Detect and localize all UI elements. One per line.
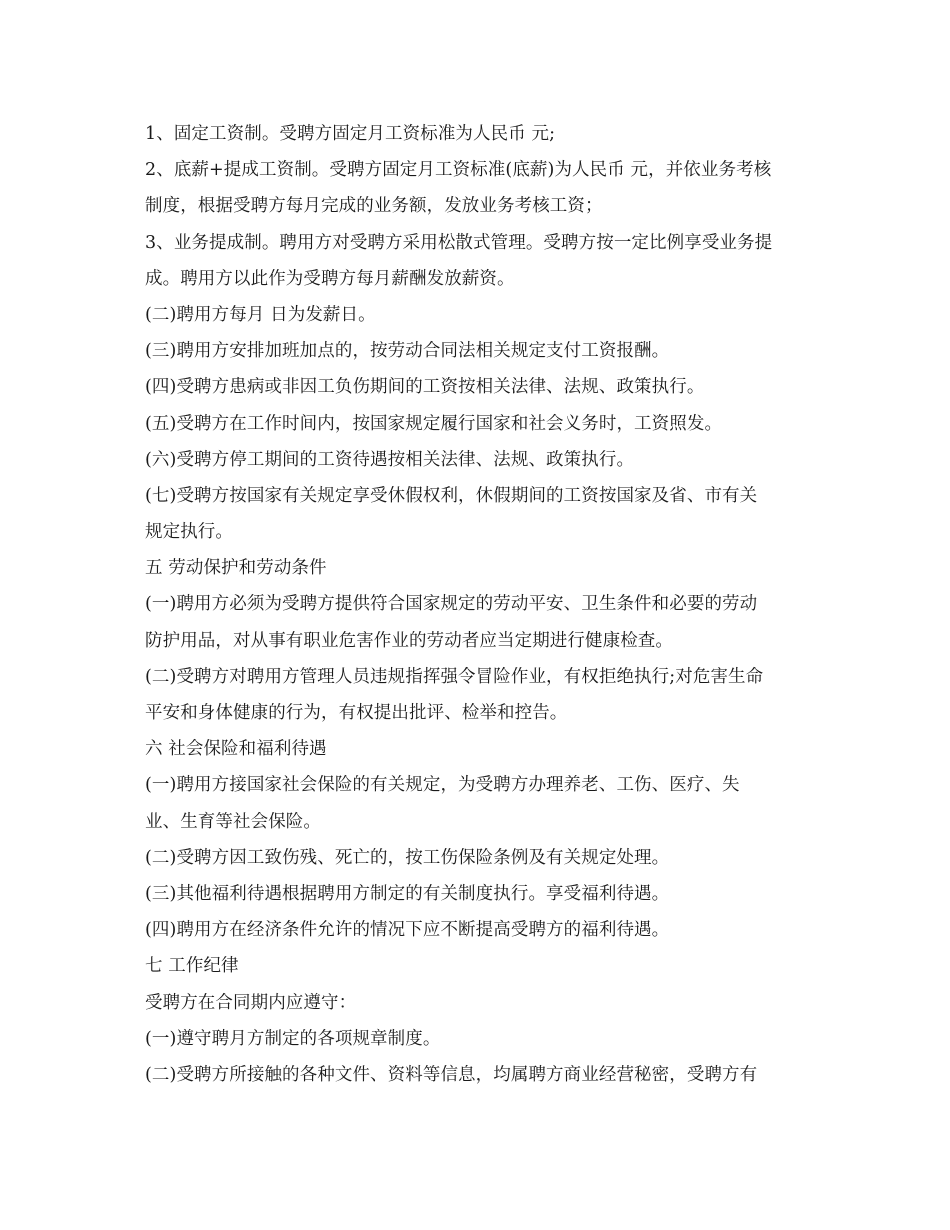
section-heading: 六 社会保险和福利待遇 xyxy=(145,739,327,760)
text-line: (二)聘用方每月 日为发薪日。 xyxy=(145,304,376,325)
text-line: 防护用品，对从事有职业危害作业的劳动者应当定期进行健康检查。 xyxy=(145,630,673,651)
text-line: (三)其他福利待遇根据聘用方制定的有关制度执行。享受福利待遇。 xyxy=(145,883,670,904)
text-line: (五)受聘方在工作时间内，按国家规定履行国家和社会义务时，工资照发。 xyxy=(145,413,723,434)
text-line: (一)聘用方必须为受聘方提供符合国家规定的劳动平安、卫生条件和必要的劳动 xyxy=(145,594,758,615)
text-line: (二)受聘方因工致伤残、死亡的，按工伤保险条例及有关规定处理。 xyxy=(145,847,670,868)
text-line: (二)受聘方对聘用方管理人员违规指挥强令冒险作业，有权拒绝执行;对危害生命 xyxy=(145,666,764,687)
text-line: (四)聘用方在经济条件允许的情况下应不断提高受聘方的福利待遇。 xyxy=(145,920,670,941)
section-heading: 五 劳动保护和劳动条件 xyxy=(145,558,327,579)
text-line: 成。聘用方以此作为受聘方每月薪酬发放薪资。 xyxy=(145,268,515,289)
text-line: 3、业务提成制。聘用方对受聘方采用松散式管理。受聘方按一定比例享受业务提 xyxy=(145,232,773,253)
section-heading: 七 工作纪律 xyxy=(145,956,239,977)
text-line: (二)受聘方所接触的各种文件、资料等信息，均属聘方商业经营秘密，受聘方有 xyxy=(145,1064,758,1085)
text-line: 平安和身体健康的行为，有权提出批评、检举和控告。 xyxy=(145,703,568,723)
document-body xyxy=(145,116,810,1093)
text-line: (三)聘用方安排加班加点的，按劳动合同法相关规定支付工资报酬。 xyxy=(145,341,670,362)
text-line: (六)受聘方停工期间的工资待遇按相关法律、法规、政策执行。 xyxy=(145,449,635,470)
text-line: (一)遵守聘月方制定的各项规章制度。 xyxy=(145,1028,441,1049)
text-line: (四)受聘方患病或非因工负伤期间的工资按相关法律、法规、政策执行。 xyxy=(145,377,705,398)
text-line: 受聘方在合同期内应遵守： xyxy=(145,992,357,1013)
text-line: (七)受聘方按国家有关规定享受休假权利，休假期间的工资按国家及省、市有关 xyxy=(145,485,758,506)
text-line: 2、底薪+提成工资制。受聘方固定月工资标准(底薪)为人民币 元，并依业务考核 xyxy=(145,160,772,181)
text-line: 制度，根据受聘方每月完成的业务额，发放业务考核工资； xyxy=(145,196,603,217)
text-line: 规定执行。 xyxy=(145,522,233,543)
text-line: 1、固定工资制。受聘方固定月工资标准为人民币 元; xyxy=(145,124,556,144)
text-line: (一)聘用方接国家社会保险的有关规定，为受聘方办理养老、工伤、医疗、失 xyxy=(145,775,740,796)
text-line: 业、生育等社会保险。 xyxy=(145,811,321,832)
